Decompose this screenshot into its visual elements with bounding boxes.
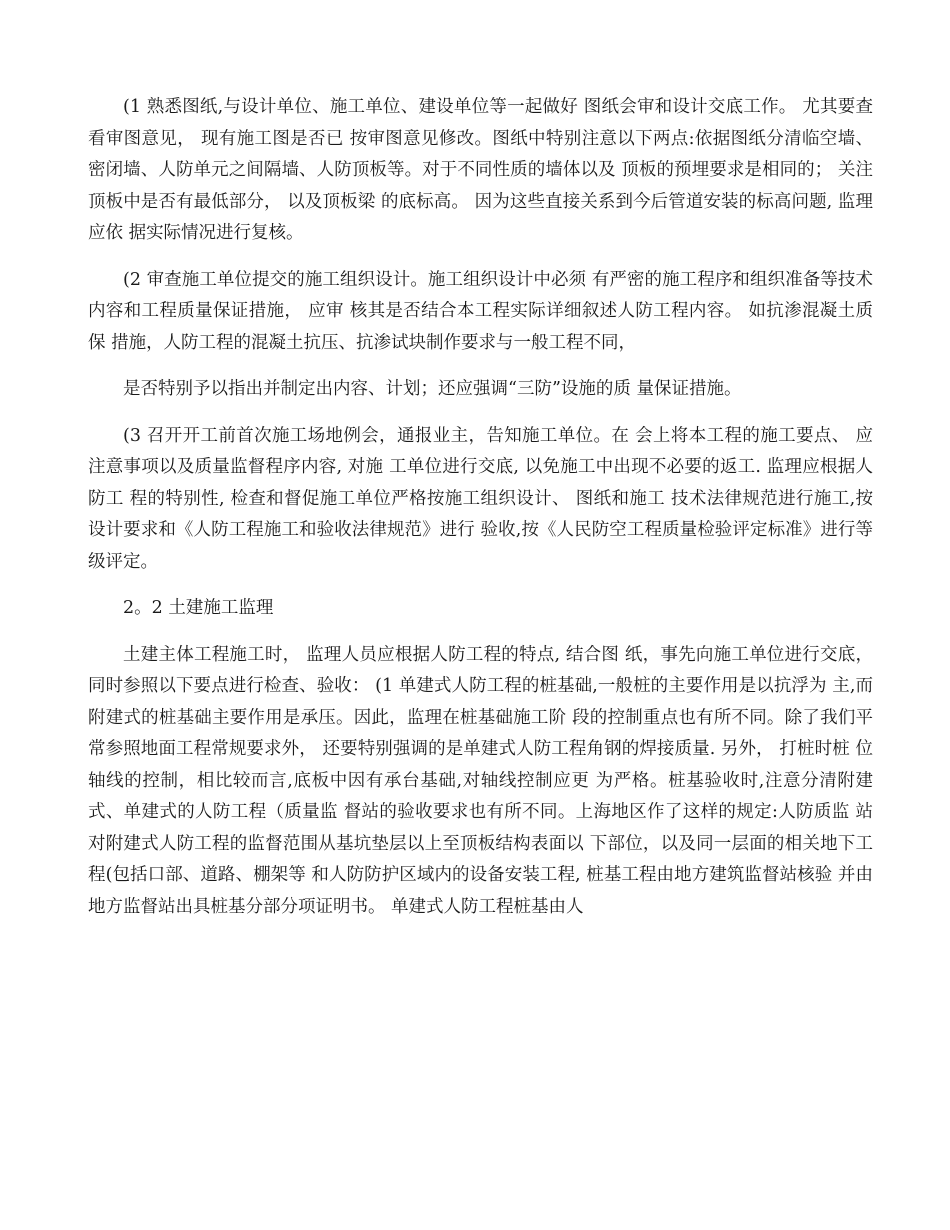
paragraph-3-first-site-meeting: (3 召开开工前首次施工场地例会，通报业主，告知施工单位。在 会上将本工程的施工要点、 应注意事项以及质量监督程序内容, 对施 工单位进行交底, 以免施工中出现不必要的返工. 监理应根据人防工 程的特别性, 检查和督促施工单位严格按施工组织设计、 图纸和施工 技术法律规范进行施工,按设计要求和《人防工程施工和验收法律规范》进行 验收,按《人民防空工程质量检验评定标准》进行等级评定。 (88, 425, 873, 572)
section-heading-civil-supervision: 2。2 土建施工监理 (123, 598, 274, 618)
paragraph-civil-works-supervision: 土建主体工程施工时， 监理人员应根据人防工程的特点, 结合图 纸，事先向施工单位进行交底，同时参照以下要点进行检查、验收： (1 单建式人防工程的桩基础,一般桩的主要作用是以抗浮为 主,而附建式的桩基础主要作用是承压。因此，监理在桩基础施工阶 段的控制重点也有所不同。除了我们平常参照地面工程常规要求外， 还要特别强调的是单建式人防工程角钢的焊接质量. 另外， 打桩时桩 位轴线的控制，相比较而言,底板中因有承台基础,对轴线控制应更 为严格。桩基验收时,注意分清附建式、单建式的人防工程（质量监 督站的验收要求也有所不同。上海地区作了这样的规定:人防质监 站对附建式人防工程的监督范围从基坑垫层以上至顶板结构表面以 下部位，以及同一层面的相关地下工程(包括口部、道路、棚架等 和人防防护区域内的设备安装工程, 桩基工程由地方建筑监督站核验 并由地方监督站出具桩基分部分项证明书。 单建式人防工程桩基由人 (88, 644, 873, 917)
document-body (88, 92, 873, 938)
paragraph-2-continued: 是否特别予以指出并制定出内容、计划；还应强调“三防”设施的质 量保证措施。 (123, 379, 742, 399)
paragraph-1-drawing-review: (1 熟悉图纸,与设计单位、施工单位、建设单位等一起做好 图纸会审和设计交底工作。 尤其要查看审图意见， 现有施工图是否已 按审图意见修改。图纸中特别注意以下两点:依据图纸分清临空墙、 密闭墙、人防单元之间隔墙、人防顶板等。对于不同性质的墙体以及 顶板的预埋要求是相同的； 关注顶板中是否有最低部分， 以及顶板梁 的底标高。 因为这些直接关系到今后管道安装的标高问题, 监理应依 据实际情况进行复核。 (88, 97, 873, 243)
paragraph-2-construction-plan-review: (2 审查施工单位提交的施工组织设计。施工组织设计中必须 有严密的施工程序和组织准备等技术内容和工程质量保证措施， 应审 核其是否结合本工程实际详细叙述人防工程内容。 如抗渗混凝土质保 措施，人防工程的混凝土抗压、抗渗试块制作要求与一般工程不同， (88, 269, 873, 353)
